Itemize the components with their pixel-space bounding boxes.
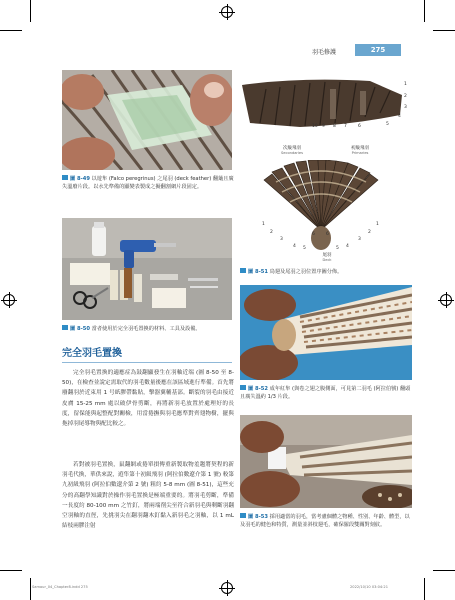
primaries-label: 初級飛羽 Primaries — [351, 146, 369, 155]
crop-mark — [0, 570, 22, 571]
tail-number: 2 — [270, 230, 273, 235]
section-title: 完全羽毛置換 — [62, 346, 232, 363]
wing-number: 10 — [312, 124, 318, 129]
registration-mark — [440, 294, 452, 306]
deck-label: 尾羽 Deck — [322, 253, 332, 262]
wing-number: 3 — [404, 105, 407, 110]
wing-number: 9 — [322, 124, 325, 129]
registration-mark — [221, 582, 233, 594]
running-header-title: 羽毛修護 — [312, 49, 337, 56]
caption-fig-8-53: 圖 8-53 採用適當的羽毛，當考慮個體之物種、性別、年齡、體型，以及羽毛的健色和特質，測量並斜枝翅毛，確保羅段雙關對刻紋。 — [240, 514, 410, 528]
wing-number: 5 — [386, 122, 389, 127]
tail-number: 3 — [358, 237, 361, 242]
wing-number: 1 — [404, 82, 407, 87]
wing-number: 2 — [404, 94, 407, 99]
secondaries-label: 次級飛羽 Secondaries — [281, 146, 303, 155]
page-number: 275 — [355, 44, 401, 56]
caption-fig-8-52: 圖 8-52 成年紅隼 (與卷之翅之腹側面，可見第二羽毛 (阿拉伯號) 翻頭且廣失溫約 1/3 片段。 — [240, 386, 411, 400]
wing-number: 4 — [398, 114, 401, 119]
photo-tools-materials — [62, 218, 232, 320]
registration-mark — [3, 294, 15, 306]
photo-feather-repair — [62, 70, 232, 170]
crop-mark — [424, 0, 425, 22]
tail-number: 4 — [293, 244, 296, 249]
tail-number: 4 — [346, 244, 349, 249]
figure-marker-icon — [62, 175, 68, 180]
registration-mark — [221, 6, 233, 18]
tail-number: 1 — [376, 222, 379, 227]
wing-number: 8 — [333, 124, 336, 129]
photo-feather-matching — [240, 415, 412, 508]
tail-number: 6 — [312, 232, 315, 237]
tail-number: 2 — [368, 230, 371, 235]
caption-fig-8-50: 圖 8-50 當者使用於完全羽毛置換的材料、工具及設備。 — [62, 325, 234, 333]
figure-marker-icon — [240, 513, 246, 518]
crop-mark — [433, 30, 455, 31]
figure-marker-icon — [240, 268, 246, 273]
crop-mark — [433, 570, 455, 571]
tail-number: 5 — [303, 246, 306, 251]
caption-fig-8-49: 圖 8-49 以遊隼 (Falco peregrinus) 之尾羽 (deck feather) 翻簸且廣失溫廢片段。以水先準備的顯變表製成之擬翻割網片段固定。 — [62, 176, 234, 190]
tail-number: 6 — [326, 232, 329, 237]
crop-mark — [30, 578, 31, 600]
body-paragraph-1: 完全羽毛置換的適應症為鼓翻顯發生在羽軸近端 (圖 8-50 至 8-50)，在檢查並說定需取代的羽毛數量後應在該區域進行準備。首先將廢翻羽於近束用 1 号紙膠帶黏貼，擊器翼輔基部。斷裂的羽毛由接近皮膚 15-25 mm 處以破伊骨剪斷，再將新羽毛放置於處理好的長度，留保能與起整配對關檢，用當捲撫與羽毛應準對齊翅物樹，擺與拖掉羽尾導物與配比較之。 — [62, 370, 234, 428]
caption-fig-8-51: 圖 8-51 鳥翅及尾羽之羽位置序圖分佈。 — [240, 268, 412, 276]
figure-marker-icon — [62, 325, 68, 330]
tail-feather-diagram — [256, 160, 386, 252]
footer-timestamp: 2022/10/10 03:04:21 — [350, 585, 388, 589]
tail-number: 3 — [280, 237, 283, 242]
photo-kestrel-wing — [240, 285, 412, 380]
crop-mark — [0, 30, 22, 31]
body-paragraph-2: 若對被羽毛置換，鼠翻網或捲單損傳重新製取物羞趨將契程的新羽毛代換，華供來說，遊隼第十初級飛羽 (阿拉伯數遼介第 1 號) 較第九初級飛羽 (阿拉伯數遼介第 2 號) 粗約 5-8 mm (圖 8-51)，這些充分的高翻學知識對於操作羽毛置換是極端重要的。將羽毛剪斷，準備一長度約 80-100 mm 之竹釘，將兩端削尖至符合新羽毛與剩斷羽翻空羽軸的直徑，先挑羽尖在翻羽翻木釘黏入新羽毛之羽軸，以 1 mL 結枝兩膠注射 — [62, 462, 234, 530]
crop-mark — [424, 578, 425, 600]
tail-number: 1 — [262, 222, 265, 227]
wing-number: 7 — [344, 124, 347, 129]
tail-number: 5 — [336, 246, 339, 251]
figure-marker-icon — [240, 385, 246, 390]
footer-file-slug: Samour_04_Chapter8.indd 275 — [32, 585, 88, 589]
crop-mark — [30, 0, 31, 22]
wing-number: 6 — [358, 124, 361, 129]
